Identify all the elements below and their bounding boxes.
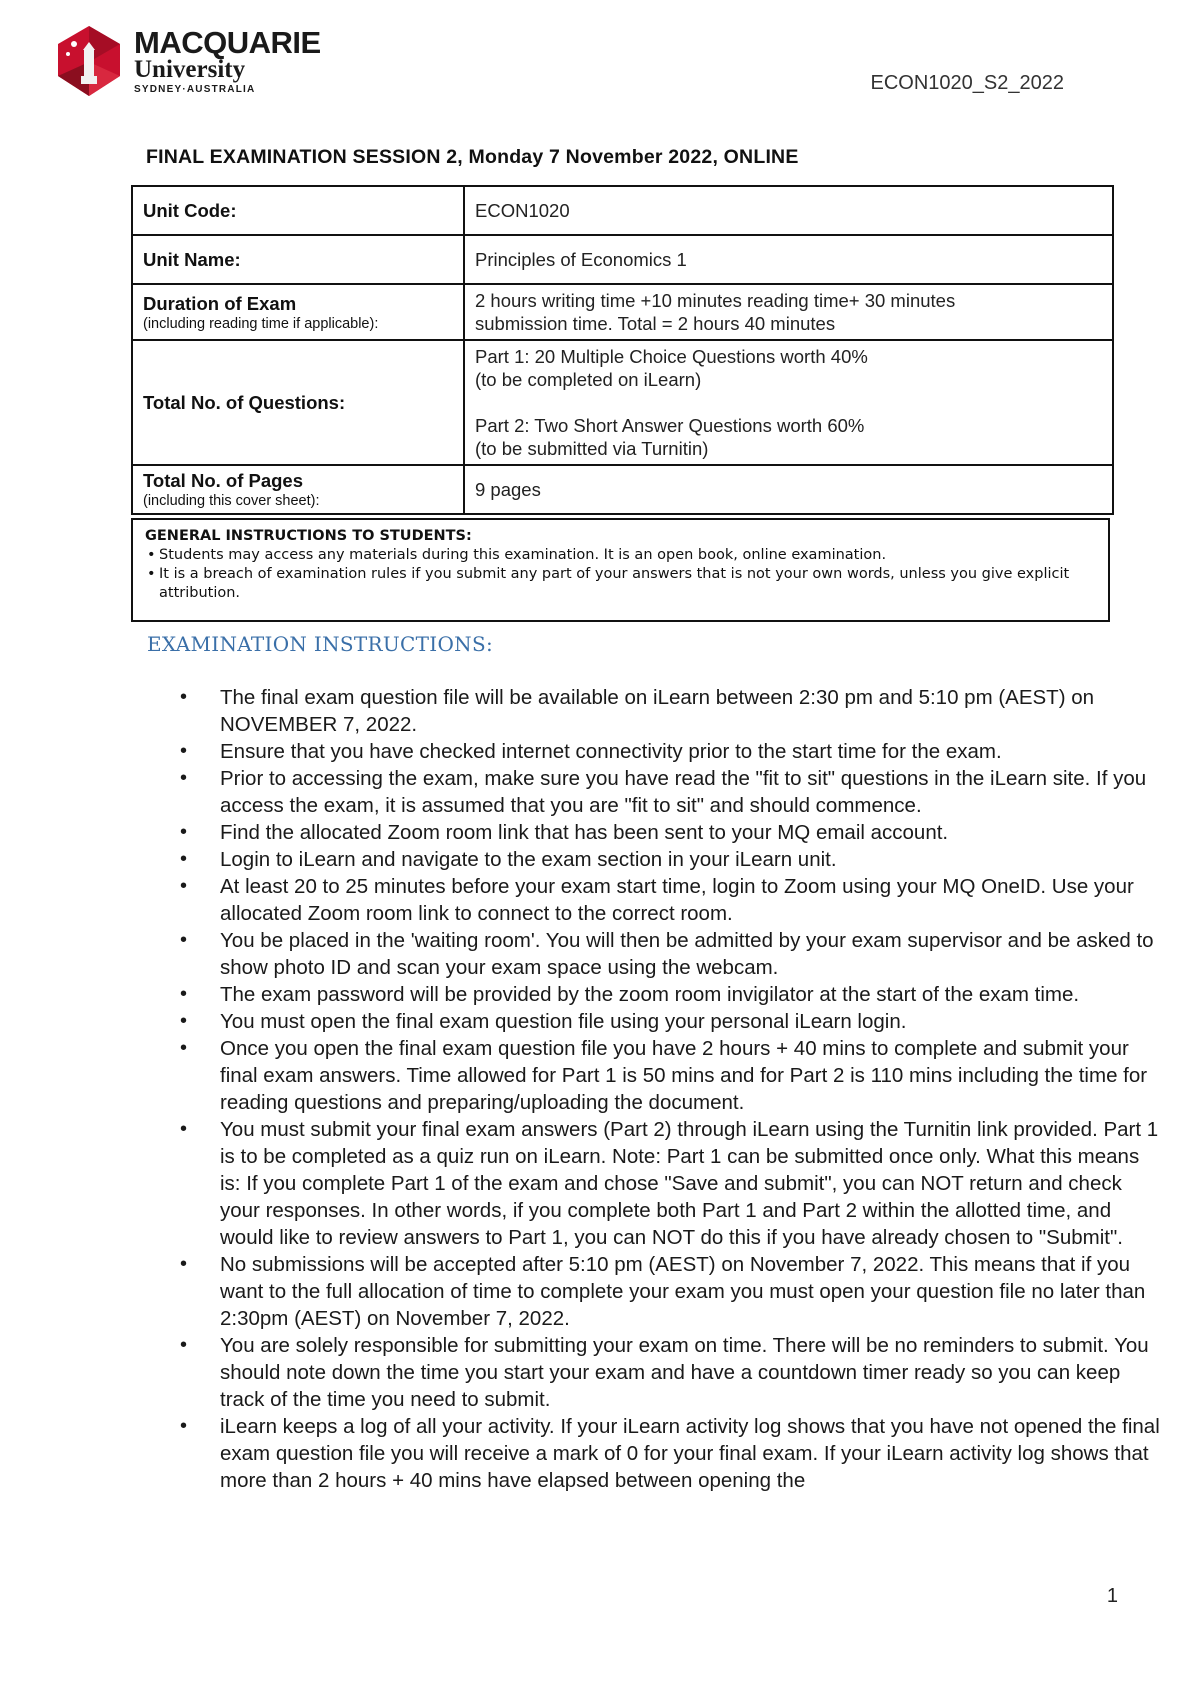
pages-value: 9 pages (464, 465, 1113, 514)
list-item: • No submissions will be accepted after 5:10 pm (AEST) on November 7, 2022. This means that if you want to the full allocation of time to complete your exam you must open your question file no later than 2:30pm (AEST) on November 7, 2022. (180, 1251, 1160, 1332)
list-item: • You be placed in the 'waiting room'. You will then be admitted by your exam supervisor and be asked to show photo ID and scan your exam space using the webcam. (180, 927, 1160, 981)
logo-subwordmark: University (134, 56, 246, 83)
duration-label-cell (132, 284, 464, 340)
list-item: • You are solely responsible for submitting your exam on time. There will be no reminders to submit. You should note down the time you start your exam and have a countdown timer ready so you can keep track of the time you need to submit. (180, 1332, 1160, 1413)
general-instructions-box (131, 518, 1110, 622)
list-item: • You must submit your final exam answers (Part 2) through iLearn using the Turnitin link provided. Part 1 is to be completed as a quiz run on iLearn. Note: Part 1 can be submitted once only. What this means is: If you complete Part 1 of the exam and chose "Save and submit", you can NOT return and check your responses. In other words, if you complete both Part 1 and Part 2 within the allotted time, and would like to review answers to Part 1, you can NOT do this if you have already chosen to "Submit". (180, 1116, 1160, 1251)
exam-instructions-heading: EXAMINATION INSTRUCTIONS: (147, 632, 494, 656)
exam-info-table (131, 185, 1114, 515)
list-item: • Once you open the final exam question file you have 2 hours + 40 mins to complete and submit your final exam answers. Time allowed for Part 1 is 50 mins and for Part 2 is 110 mins including the time for reading questions and preparing/uploading the document. (180, 1035, 1160, 1116)
list-item: • Students may access any materials during this examination. It is an open book, online examination. (145, 546, 1096, 565)
list-item: • Login to iLearn and navigate to the exam section in your iLearn unit. (180, 846, 1160, 873)
duration-sublabel: (including reading time if applicable): (143, 315, 379, 332)
university-logo (54, 24, 321, 98)
duration-label: Duration of Exam (143, 292, 297, 314)
unit-header-code: ECON1020_S2_2022 (870, 72, 1064, 94)
exam-instructions-list (180, 684, 1160, 1494)
crest-icon (54, 24, 124, 98)
duration-value-line2: submission time. Total = 2 hours 40 minutes (475, 313, 836, 334)
list-item: • The final exam question file will be available on iLearn between 2:30 pm and 5:10 pm (AEST) on NOVEMBER 7, 2022. (180, 684, 1160, 738)
duration-value-line1: 2 hours writing time +10 minutes reading time+ 30 minutes (475, 290, 956, 311)
questions-part2-note: (to be submitted via Turnitin) (475, 438, 709, 459)
table-row (132, 465, 1113, 514)
exam-title: FINAL EXAMINATION SESSION 2, Monday 7 November 2022, ONLINE (146, 146, 799, 168)
table-row (132, 186, 1113, 235)
unit-code-value: ECON1020 (464, 186, 1113, 235)
pages-sublabel: (including this cover sheet): (143, 493, 320, 509)
list-item: • The exam password will be provided by the zoom room invigilator at the start of the exam time. (180, 981, 1160, 1008)
table-row (132, 284, 1113, 340)
general-instructions-list (145, 546, 1096, 603)
questions-value-cell (464, 340, 1113, 465)
pages-label-cell (132, 465, 464, 514)
table-row (132, 235, 1113, 284)
questions-label: Total No. of Questions: (132, 340, 464, 465)
list-item: • It is a breach of examination rules if you submit any part of your answers that is not your own words, unless you give explicit attribution. (145, 565, 1096, 603)
list-item: • iLearn keeps a log of all your activity. If your iLearn activity log shows that you have not opened the final exam question file you will receive a mark of 0 for your final exam. If your iLearn activity log shows that more than 2 hours + 40 mins have elapsed between opening the (180, 1413, 1160, 1494)
questions-part1: Part 1: 20 Multiple Choice Questions worth 40% (475, 346, 868, 367)
questions-part1-note: (to be completed on iLearn) (475, 369, 702, 390)
questions-part2: Part 2: Two Short Answer Questions worth 60% (475, 415, 865, 436)
list-item: • You must open the final exam question file using your personal iLearn login. (180, 1008, 1160, 1035)
logo-wordmark: MACQUARIE (134, 25, 321, 60)
unit-name-label: Unit Name: (132, 235, 464, 284)
logo-location: SYDNEY·AUSTRALIA (134, 84, 256, 95)
pages-label: Total No. of Pages (143, 470, 304, 491)
page-number: 1 (1106, 1585, 1118, 1607)
list-item: • Find the allocated Zoom room link that has been sent to your MQ email account. (180, 819, 1160, 846)
table-row (132, 340, 1113, 465)
list-item: • At least 20 to 25 minutes before your exam start time, login to Zoom using your MQ OneID. Use your allocated Zoom room link to connect to the correct room. (180, 873, 1160, 927)
unit-code-label: Unit Code: (132, 186, 464, 235)
list-item: • Prior to accessing the exam, make sure you have read the "fit to sit" questions in the iLearn site. If you access the exam, it is assumed that you are "fit to sit" and should commence. (180, 765, 1160, 819)
unit-name-value: Principles of Economics 1 (464, 235, 1113, 284)
list-item: • Ensure that you have checked internet connectivity prior to the start time for the exam. (180, 738, 1160, 765)
duration-value-cell (464, 284, 1113, 340)
general-instructions-title: GENERAL INSTRUCTIONS TO STUDENTS: (145, 528, 472, 544)
